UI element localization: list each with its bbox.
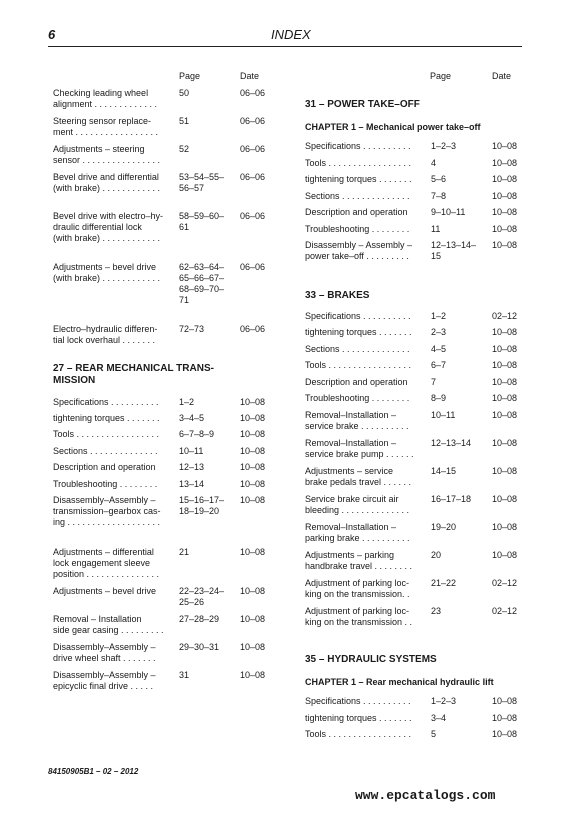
entry-pages: 29–30–31 (179, 642, 220, 652)
entry-title: Adjustments – bevel drive (with brake) . . . . . . . . . . . . (53, 262, 161, 283)
entry-title: Removal–Installation – service brake pump . . . . . . (305, 438, 414, 459)
entry-date: 10–08 (492, 410, 518, 420)
entry-title: Tools . . . . . . . . . . . . . . . . . (305, 729, 412, 739)
entry-pages: 20 (431, 550, 442, 560)
entry-title: Description and operation (305, 377, 408, 387)
entry-pages: 8–9 (431, 393, 447, 403)
entry-date: 06–06 (240, 324, 266, 334)
entry-pages: 3–4–5 (179, 413, 205, 423)
entry-title: Disassembly – Assembly – power take–off . . . . . . . . . (305, 240, 413, 261)
entry-pages: 62–63–64– 65–66–67– 68–69–70– 71 (179, 262, 225, 305)
entry-title: Removal–Installation – service brake . . . . . . . . . . (305, 410, 409, 431)
entry-title: Description and operation (53, 462, 156, 472)
entry-date: 10–08 (492, 522, 518, 532)
entry-title: tightening torques . . . . . . . (305, 327, 412, 337)
entry-pages: 12–13–14– 15 (431, 240, 477, 261)
entry-pages: 2–3 (431, 327, 447, 337)
entry-date: 06–06 (240, 211, 266, 221)
entry-title: Disassembly–Assembly – epicyclic final drive . . . . . (53, 670, 156, 691)
entry-pages: 50 (179, 88, 190, 98)
entry-date: 10–08 (240, 446, 266, 456)
entry-date: 10–08 (492, 696, 518, 706)
entry-date: 10–08 (492, 174, 518, 184)
entry-title: Specifications . . . . . . . . . . (305, 141, 411, 151)
entry-pages: 11 (431, 224, 441, 234)
entry-pages: 6–7 (431, 360, 447, 370)
entry-date: 06–06 (240, 116, 266, 126)
entry-pages: 52 (179, 144, 190, 154)
entry-date: 10–08 (492, 344, 518, 354)
left-col-date-header: Date (240, 71, 260, 81)
right-col-page-header: Page (430, 71, 452, 81)
entry-title: Description and operation (305, 207, 408, 217)
entry-title: Adjustments – service brake pedals travel . . . . . . (305, 466, 412, 487)
chapter-31-1-heading: CHAPTER 1 – Mechanical power take–off (305, 122, 481, 132)
entry-title: Specifications . . . . . . . . . . (305, 696, 411, 706)
entry-title: Service brake circuit air bleeding . . . . . . . . . . . . . . (305, 494, 410, 515)
entry-date: 10–08 (492, 393, 518, 403)
entry-date: 10–08 (240, 429, 266, 439)
entry-pages: 6–7–8–9 (179, 429, 215, 439)
entry-date: 10–08 (492, 377, 518, 387)
entry-title: Disassembly–Assembly – drive wheel shaft . . . . . . . (53, 642, 156, 663)
entry-date: 10–08 (492, 240, 518, 250)
entry-title: Troubleshooting . . . . . . . . (53, 479, 158, 489)
entry-pages: 19–20 (431, 522, 457, 532)
entry-date: 10–08 (240, 547, 266, 557)
entry-pages: 7 (431, 377, 437, 387)
entry-date: 10–08 (492, 141, 518, 151)
entry-title: Removal–Installation – parking brake . . . . . . . . . . (305, 522, 410, 543)
entry-title: tightening torques . . . . . . . (305, 713, 412, 723)
entry-pages: 1–2–3 (431, 141, 457, 151)
entry-date: 10–08 (492, 360, 518, 370)
page-title: INDEX (271, 27, 311, 42)
entry-title: Bevel drive with electro–hy- draulic differential lock (with brake) . . . . . . . . . . . . (53, 211, 164, 243)
entry-pages: 5–6 (431, 174, 447, 184)
entry-title: Electro–hydraulic differen- tial lock overhaul . . . . . . . (53, 324, 158, 345)
entry-date: 02–12 (492, 606, 518, 616)
entry-pages: 7–8 (431, 191, 447, 201)
entry-pages: 1–2–3 (431, 696, 457, 706)
entry-pages: 72–73 (179, 324, 205, 334)
entry-pages: 16–17–18 (431, 494, 472, 504)
entry-title: tightening torques . . . . . . . (305, 174, 412, 184)
entry-pages: 51 (179, 116, 190, 126)
entry-date: 10–08 (240, 670, 266, 680)
entry-title: Adjustments – bevel drive (53, 586, 157, 596)
entry-date: 10–08 (240, 462, 266, 472)
entry-pages: 21–22 (431, 578, 457, 588)
entry-title: Adjustments – parking handbrake travel . . . . . . . . (305, 550, 413, 571)
entry-date: 10–08 (492, 158, 518, 168)
entry-title: Adjustments – steering sensor . . . . . . . . . . . . . . . . (53, 144, 161, 165)
entry-pages: 53–54–55– 56–57 (179, 172, 225, 193)
entry-pages: 27–28–29 (179, 614, 220, 624)
entry-date: 10–08 (240, 495, 266, 505)
entry-pages: 4 (431, 158, 437, 168)
chapter-35-1-heading: CHAPTER 1 – Rear mechanical hydraulic lift (305, 677, 494, 687)
entry-pages: 5 (431, 729, 437, 739)
entry-title: Steering sensor replace- ment . . . . . . . . . . . . . . . . . (53, 116, 159, 137)
entry-date: 10–08 (240, 479, 266, 489)
entry-date: 10–08 (240, 642, 266, 652)
entry-title: Disassembly–Assembly – transmission–gearbox cas- ing . . . . . . . . . . . . . . . . . . . (53, 495, 161, 527)
entry-date: 10–08 (240, 614, 266, 624)
entry-date: 10–08 (492, 327, 518, 337)
header-rule (48, 46, 522, 47)
entry-pages: 31 (179, 670, 190, 680)
entry-pages: 15–16–17– 18–19–20 (179, 495, 225, 516)
entry-date: 06–06 (240, 144, 266, 154)
entry-title: Troubleshooting . . . . . . . . (305, 224, 410, 234)
entry-pages: 58–59–60– 61 (179, 211, 225, 232)
entry-title: Checking leading wheel alignment . . . . . . . . . . . . . (53, 88, 158, 109)
entry-title: Troubleshooting . . . . . . . . (305, 393, 410, 403)
entry-pages: 3–4 (431, 713, 447, 723)
entry-pages: 23 (431, 606, 442, 616)
section-33-heading: 33 – BRAKES (305, 290, 370, 301)
entry-title: Sections . . . . . . . . . . . . . . (53, 446, 158, 456)
entry-pages: 10–11 (431, 410, 456, 420)
entry-date: 10–08 (240, 413, 266, 423)
entry-title: Specifications . . . . . . . . . . (305, 311, 411, 321)
right-col-date-header: Date (492, 71, 512, 81)
entry-date: 10–08 (492, 550, 518, 560)
entry-date: 10–08 (492, 438, 518, 448)
document-code: 84150905B1 – 02 – 2012 (48, 767, 139, 776)
entry-pages: 12–13 (179, 462, 205, 472)
entry-title: Adjustment of parking loc- king on the transmission. . (305, 578, 410, 599)
entry-date: 10–08 (492, 191, 518, 201)
entry-date: 10–08 (492, 207, 518, 217)
page-number: 6 (48, 27, 56, 42)
entry-date: 10–08 (240, 586, 266, 596)
entry-date: 10–08 (492, 224, 518, 234)
entry-date: 06–06 (240, 172, 266, 182)
entry-title: Tools . . . . . . . . . . . . . . . . . (53, 429, 160, 439)
section-31-heading: 31 – POWER TAKE–OFF (305, 99, 420, 110)
entry-date: 10–08 (492, 713, 518, 723)
entry-pages: 4–5 (431, 344, 447, 354)
entry-pages: 13–14 (179, 479, 205, 489)
entry-pages: 14–15 (431, 466, 457, 476)
entry-pages: 9–10–11 (431, 207, 466, 217)
entry-date: 10–08 (492, 466, 518, 476)
entry-title: tightening torques . . . . . . . (53, 413, 160, 423)
entry-pages: 1–2 (179, 397, 195, 407)
entry-date: 10–08 (492, 494, 518, 504)
watermark-url: www.epcatalogs.com (355, 788, 496, 803)
entry-title: Tools . . . . . . . . . . . . . . . . . (305, 158, 412, 168)
entry-pages: 12–13–14 (431, 438, 472, 448)
entry-date: 10–08 (240, 397, 266, 407)
left-col-page-header: Page (179, 71, 201, 81)
entry-pages: 1–2 (431, 311, 447, 321)
entry-title: Sections . . . . . . . . . . . . . . (305, 191, 410, 201)
section-35-heading: 35 – HYDRAULIC SYSTEMS (305, 654, 437, 665)
entry-title: Bevel drive and differential (with brake) . . . . . . . . . . . . (53, 172, 161, 193)
entry-date: 02–12 (492, 311, 518, 321)
section-27-heading: 27 – REAR MECHANICAL TRANS- MISSION (53, 363, 214, 386)
entry-pages: 21 (179, 547, 190, 557)
entry-date: 02–12 (492, 578, 518, 588)
entry-title: Adjustments – differential lock engagement sleeve position . . . . . . . . . . . . . . . (53, 547, 160, 579)
entry-date: 06–06 (240, 88, 266, 98)
entry-title: Removal – Installation side gear casing . . . . . . . . . (53, 614, 164, 635)
entry-title: Specifications . . . . . . . . . . (53, 397, 159, 407)
entry-title: Tools . . . . . . . . . . . . . . . . . (305, 360, 412, 370)
entry-title: Adjustment of parking loc- king on the transmission . . (305, 606, 413, 627)
entry-title: Sections . . . . . . . . . . . . . . (305, 344, 410, 354)
entry-date: 10–08 (492, 729, 518, 739)
entry-pages: 10–11 (179, 446, 204, 456)
entry-pages: 22–23–24– 25–26 (179, 586, 225, 607)
entry-date: 06–06 (240, 262, 266, 272)
